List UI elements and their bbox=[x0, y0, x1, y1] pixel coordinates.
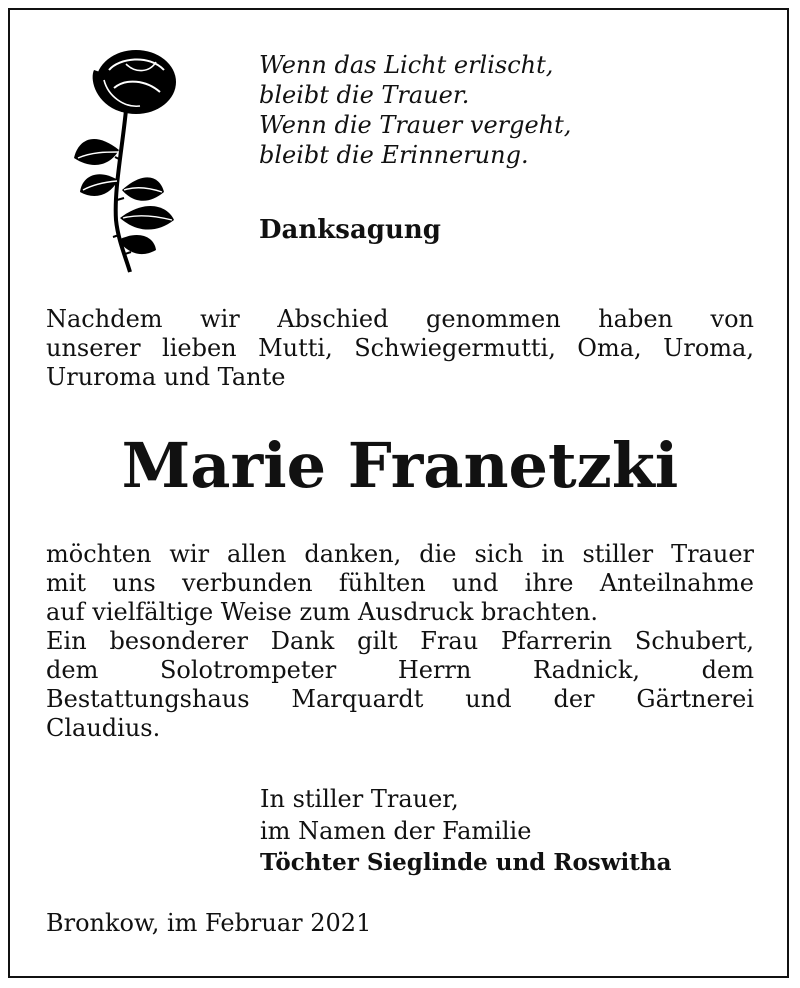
signature-line: In stiller Trauer, bbox=[260, 785, 459, 813]
thanks-line: Claudius. bbox=[46, 714, 161, 742]
poem-line: Wenn die Trauer vergeht, bbox=[259, 111, 572, 139]
thanks-line: dem Solotrompeter Herrn Radnick, dem bbox=[46, 656, 754, 684]
heading-danksagung: Danksagung bbox=[259, 215, 441, 245]
place-date: Bronkow, im Februar 2021 bbox=[46, 909, 372, 937]
thanks-paragraph bbox=[46, 540, 754, 743]
poem-line: bleibt die Trauer. bbox=[259, 81, 470, 109]
intro-line: Ururoma und Tante bbox=[46, 363, 286, 391]
thanks-line: mit uns verbunden fühlten und ihre Anteilnahme bbox=[46, 569, 754, 597]
thanks-line: Bestattungshaus Marquardt und der Gärtnerei bbox=[46, 685, 754, 713]
deceased-name: Marie Franetzki bbox=[121, 429, 679, 502]
thanks-line: möchten wir allen danken, die sich in stiller Trauer bbox=[46, 540, 754, 568]
intro-paragraph bbox=[46, 305, 754, 392]
rose-icon bbox=[64, 40, 184, 275]
poem bbox=[259, 50, 571, 170]
signature-family: Töchter Sieglinde und Roswitha bbox=[260, 849, 672, 876]
intro-line: unserer lieben Mutti, Schwiegermutti, Oma, Uroma, bbox=[46, 334, 754, 362]
thanks-line: Ein besonderer Dank gilt Frau Pfarrerin Schubert, bbox=[46, 627, 754, 655]
intro-line: Nachdem wir Abschied genommen haben von bbox=[46, 305, 754, 333]
signature bbox=[260, 783, 672, 879]
thanks-line: auf vielfältige Weise zum Ausdruck brachten. bbox=[46, 598, 598, 626]
poem-line: Wenn das Licht erlischt, bbox=[259, 51, 554, 79]
signature-line: im Namen der Familie bbox=[260, 817, 532, 845]
poem-line: bleibt die Erinnerung. bbox=[259, 141, 529, 169]
